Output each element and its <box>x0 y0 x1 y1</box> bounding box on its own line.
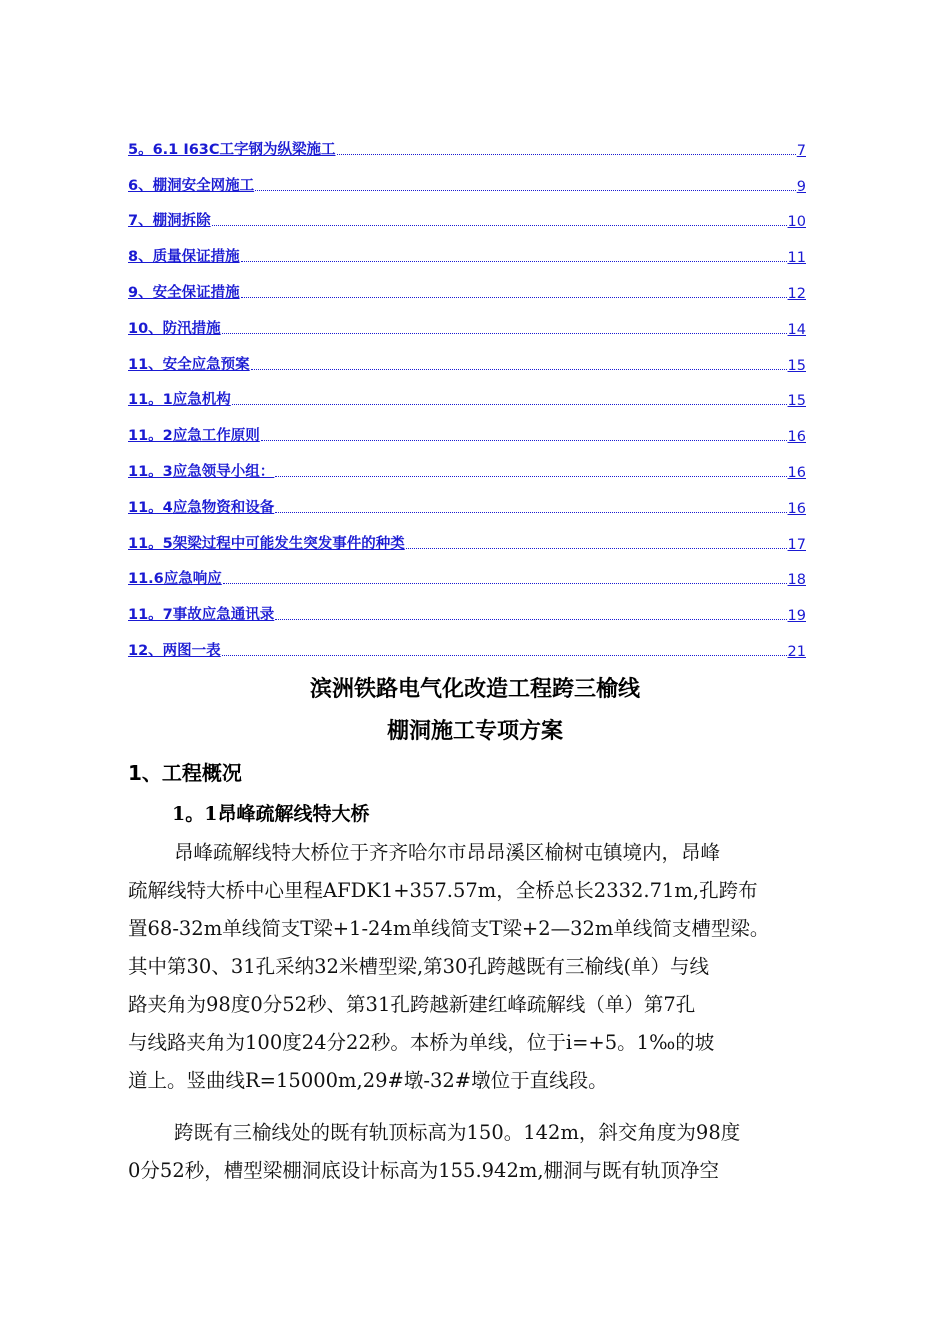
toc-entry-label: 7、棚洞拆除 <box>128 213 211 230</box>
toc-page-number: 15 <box>787 357 806 374</box>
toc-entry-5-6-1[interactable] <box>128 125 806 161</box>
toc-entry-label: 11。2应急工作原则 <box>128 428 260 445</box>
toc-entry-label: 12、两图一表 <box>128 642 221 659</box>
toc-entry-11-3[interactable] <box>128 447 806 483</box>
paragraph-line: 疏解线特大桥中心里程AFDK1+357.57m，全桥总长2332.71m,孔跨布 <box>128 879 758 902</box>
toc-leader-dots <box>251 368 787 370</box>
paragraph-line: 与线路夹角为100度24分22秒。本桥为单线，位于i=+5。1‰的坡 <box>128 1031 715 1054</box>
toc-page-number: 18 <box>787 572 806 589</box>
toc-entry-11-1[interactable] <box>128 376 806 412</box>
toc-page-number: 12 <box>787 285 806 302</box>
toc-leader-dots <box>337 153 796 155</box>
toc-leader-dots <box>275 511 786 513</box>
toc-leader-dots <box>222 654 787 656</box>
paragraph-line: 置68-32m单线简支T梁+1-24m单线简支T梁+2—32m单线简支槽型梁。 <box>128 917 770 940</box>
toc-leader-dots <box>212 224 787 226</box>
toc-leader-dots <box>223 582 787 584</box>
toc-leader-dots <box>406 547 787 549</box>
toc-page-number: 14 <box>787 321 806 338</box>
toc-entry-6[interactable] <box>128 161 806 197</box>
toc-page-number: 16 <box>787 429 806 446</box>
paragraph-line: 0分52秒，槽型梁棚洞底设计标高为155.942m,棚洞与既有轨顶净空 <box>128 1159 720 1182</box>
toc-page-number: 7 <box>796 142 806 159</box>
toc-entry-label: 10、防汛措施 <box>128 320 221 337</box>
toc-entry-label: 9、安全保证措施 <box>128 284 240 301</box>
toc-entry-label: 11、安全应急预案 <box>128 356 250 373</box>
toc-entry-label: 11。3应急领导小组： <box>128 463 275 480</box>
toc-page-number: 19 <box>787 608 806 625</box>
document-title: 滨洲铁路电气化改造工程跨三榆线 <box>309 677 640 702</box>
toc-leader-dots <box>232 403 787 405</box>
subsection-heading: 1。1昂峰疏解线特大桥 <box>172 803 370 825</box>
toc-leader-dots <box>222 332 787 334</box>
toc-leader-dots <box>241 260 787 262</box>
toc-entry-12[interactable] <box>128 626 806 662</box>
toc-page-number: 15 <box>787 393 806 410</box>
toc-page-number: 9 <box>796 178 806 195</box>
toc-leader-dots <box>261 439 787 441</box>
toc-entry-9[interactable] <box>128 268 806 304</box>
toc-page-number: 16 <box>787 500 806 517</box>
paragraph-line: 道上。竖曲线R=15000m,29#墩-32#墩位于直线段。 <box>128 1069 608 1092</box>
toc-page-number: 16 <box>787 464 806 481</box>
toc-entry-11-7[interactable] <box>128 590 806 626</box>
toc-entry-label: 11。7事故应急通讯录 <box>128 607 275 624</box>
table-of-contents <box>128 125 806 662</box>
toc-entry-11[interactable] <box>128 340 806 376</box>
toc-entry-8[interactable] <box>128 232 806 268</box>
toc-entry-label: 11。5架梁过程中可能发生突发事件的种类 <box>128 535 405 552</box>
toc-entry-11-5[interactable] <box>128 519 806 555</box>
toc-page-number: 17 <box>787 536 806 553</box>
toc-entry-label: 11.6应急响应 <box>128 571 222 588</box>
paragraph-line: 其中第30、31孔采纳32米槽型梁,第30孔跨越既有三榆线(单）与线 <box>128 955 710 978</box>
paragraph-line: 跨既有三榆线处的既有轨顶标高为150。142m，斜交角度为98度 <box>174 1121 741 1144</box>
toc-entry-label: 11。1应急机构 <box>128 392 231 409</box>
toc-entry-7[interactable] <box>128 197 806 233</box>
toc-leader-dots <box>275 618 786 620</box>
body-paragraph <box>128 1114 818 1190</box>
toc-entry-label: 5。6.1 I63C工字钢为纵梁施工 <box>128 141 336 158</box>
paragraph-line: 昂峰疏解线特大桥位于齐齐哈尔市昂昂溪区榆树屯镇境内，昂峰 <box>174 841 721 864</box>
toc-leader-dots <box>275 475 786 477</box>
toc-leader-dots <box>241 296 787 298</box>
toc-entry-label: 11。4应急物资和设备 <box>128 499 275 516</box>
paragraph-line: 路夹角为98度0分52秒、第31孔跨越新建红峰疏解线（单）第7孔 <box>128 993 696 1016</box>
toc-page-number: 21 <box>787 643 806 660</box>
toc-entry-11-4[interactable] <box>128 483 806 519</box>
toc-entry-10[interactable] <box>128 304 806 340</box>
body-paragraph <box>128 834 818 1100</box>
toc-leader-dots <box>255 189 796 191</box>
toc-entry-label: 8、质量保证措施 <box>128 249 240 266</box>
toc-page-number: 10 <box>787 214 806 231</box>
toc-entry-label: 6、棚洞安全网施工 <box>128 177 255 194</box>
document-subtitle: 棚洞施工专项方案 <box>386 719 563 744</box>
toc-page-number: 11 <box>787 250 806 267</box>
toc-entry-11-2[interactable] <box>128 411 806 447</box>
section-heading: 1、工程概况 <box>128 761 242 785</box>
toc-entry-11-6[interactable] <box>128 555 806 591</box>
